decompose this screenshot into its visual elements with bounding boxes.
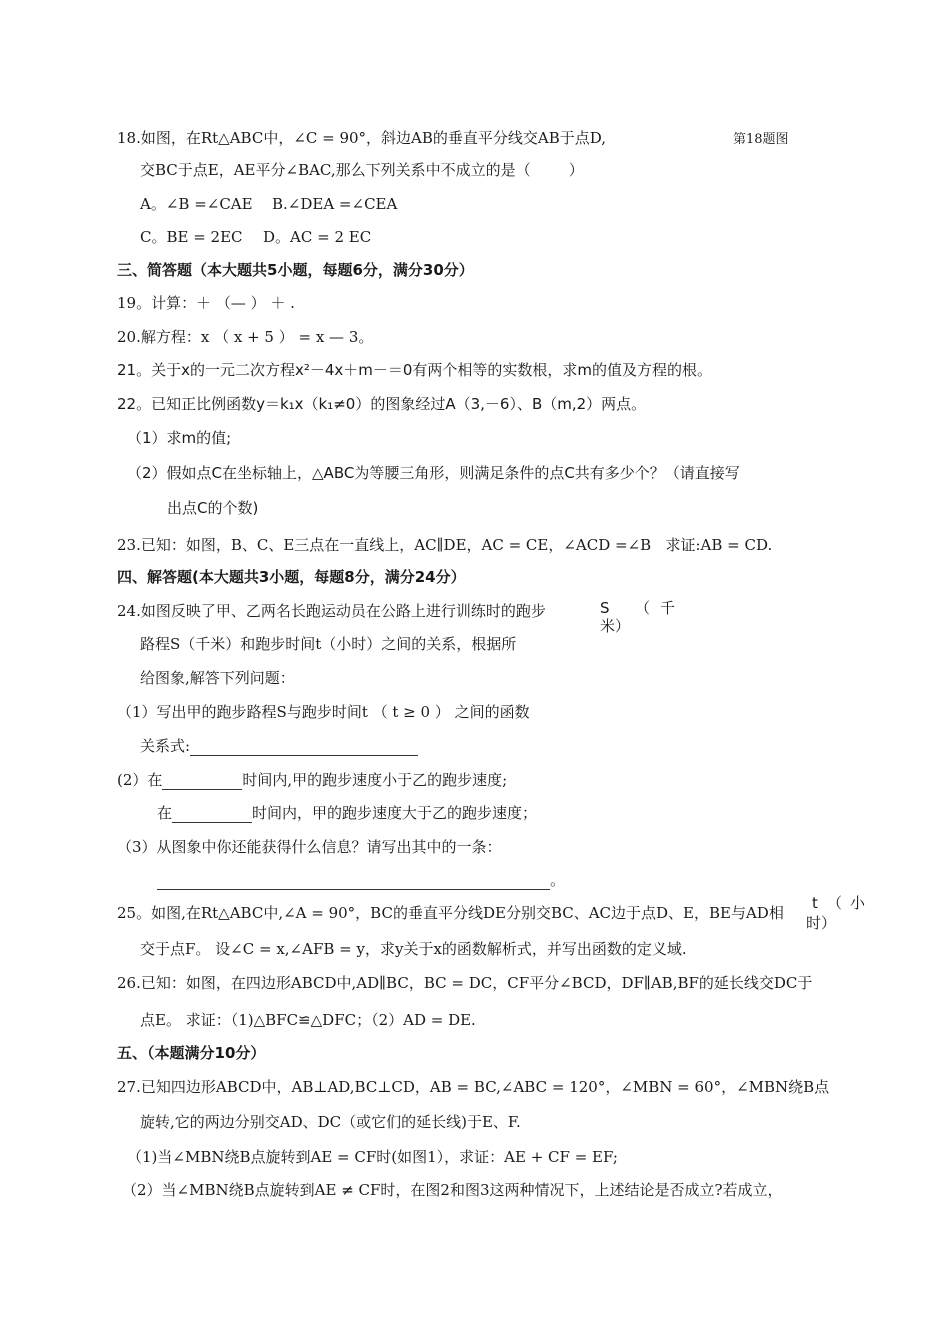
q24-line1: 24.如图反映了甲、乙两名长跑运动员在公路上进行训练时的跑步 bbox=[117, 602, 546, 620]
q25-line2: 交于点F。 设∠C = x,∠AFB = y，求y关于x的函数解析式，并写出函数的定义域. bbox=[140, 940, 687, 958]
q18-figure-label: 第18题图 bbox=[733, 132, 789, 147]
q24-graph-y-label-s: S bbox=[600, 599, 610, 617]
q27-line2: 旋转,它的两边分别交AD、DC（或它们的延长线)于E、F. bbox=[140, 1113, 521, 1131]
q24-answer-blank-3[interactable] bbox=[172, 806, 252, 823]
section4-heading: 四、解答题(本大题共3小题，每题8分，满分24分） bbox=[117, 568, 466, 586]
q24-graph-x-label-t: t bbox=[812, 894, 818, 912]
q24-line2: 路程S（千米）和跑步时间t（小时）之间的关系，根据所 bbox=[140, 635, 517, 653]
q24-answer-blank-2[interactable] bbox=[162, 773, 242, 790]
q24-part2-line2-post: 时间内，甲的跑步速度大于乙的跑步速度； bbox=[252, 804, 538, 822]
q18-line1: 18.如图，在Rt△ABC中，∠C = 90°，斜边AB的垂直平分线交AB于点D, bbox=[117, 129, 607, 147]
q23-text: 23.已知：如图，B、C、E三点在一直线上，AC∥DE，AC = CE，∠ACD =∠B 求证:AB = CD. bbox=[117, 536, 773, 554]
q24-graph-x-unit-2: 时） bbox=[806, 914, 837, 932]
q22-part2-line2: 出点C的个数) bbox=[167, 499, 259, 517]
q24-part2-line1-post: 时间内,甲的跑步速度小于乙的跑步速度; bbox=[242, 771, 508, 789]
q27-line1: 27.已知四边形ABCD中，AB⊥AD,BC⊥CD，AB = BC,∠ABC = 120°，∠MBN = 60°，∠MBN绕B点 bbox=[117, 1078, 830, 1096]
q24-graph-y-unit-1: 千 bbox=[660, 599, 676, 617]
q20-text: 20.解方程：x （ x + 5 ） = x — 3。 bbox=[117, 328, 374, 346]
q26-line2: 点E。 求证：（1)△BFC≌△DFC；（2）AD = DE. bbox=[140, 1011, 476, 1029]
q24-graph-y-label-paren: （ bbox=[635, 599, 651, 617]
q22-part1: （1）求m的值; bbox=[127, 429, 232, 447]
q24-graph-x-unit-1: 小 bbox=[850, 894, 866, 912]
section3-heading: 三、简答题（本大题共5小题，每题6分，满分30分） bbox=[117, 261, 474, 279]
q18-option-a: A。∠B =∠CAE bbox=[140, 195, 253, 213]
q24-part2-line1 bbox=[117, 770, 507, 790]
q26-line1: 26.已知：如图，在四边形ABCD中,AD∥BC，BC = DC，CF平分∠BCD，DF∥AB,BF的延长线交DC于 bbox=[117, 974, 813, 992]
q24-line3: 给图象,解答下列问题： bbox=[140, 669, 295, 687]
q24-part3: （3）从图象中你还能获得什么信息？请写出其中的一条： bbox=[117, 838, 502, 856]
q24-part1-line2 bbox=[140, 736, 418, 756]
q24-answer-blank-4[interactable] bbox=[157, 873, 550, 890]
q24-answer-blank-1[interactable] bbox=[190, 739, 418, 756]
q22-line1: 22。已知正比例函数y＝k₁x（k₁≠0）的图象经过A（3,－6）、B（m,2）两点。 bbox=[117, 395, 647, 413]
q19-text: 19。计算：＋ （— ） ＋ . bbox=[117, 294, 295, 312]
q24-graph-x-label-paren: （ bbox=[827, 894, 843, 912]
q24-part1-label: 关系式: bbox=[140, 737, 191, 755]
q25-line1: 25。如图,在Rt△ABC中,∠A = 90°，BC的垂直平分线DE分别交BC、AC边于点D、E，BE与AD相 bbox=[117, 904, 784, 922]
q21-text: 21。关于x的一元二次方程x²－4x＋m－＝0有两个相等的实数根，求m的值及方程的根。 bbox=[117, 361, 713, 379]
q18-option-b: B.∠DEA =∠CEA bbox=[272, 195, 398, 213]
q24-end-mark: 。 bbox=[550, 871, 566, 889]
q27-part1: （1)当∠MBN绕B点旋转到AE = CF时(如图1），求证：AE + CF = EF; bbox=[127, 1148, 618, 1166]
q18-line2: 交BC于点E，AE平分∠BAC,那么下列关系中不成立的是（ ） bbox=[140, 161, 584, 179]
q27-part2: （2）当∠MBN绕B点旋转到AE ≠ CF时，在图2和图3这两种情况下，上述结论是否成立?若成立， bbox=[122, 1181, 783, 1199]
q18-option-d: D。AC = 2 EC bbox=[263, 228, 372, 246]
q18-option-c: C。BE = 2EC bbox=[140, 228, 243, 246]
q24-part3-answer-line bbox=[157, 870, 565, 890]
q24-part2-line1-pre: (2）在 bbox=[117, 771, 163, 789]
q24-part2-line2 bbox=[157, 803, 537, 823]
q24-part1-line1: （1）写出甲的跑步路程S与跑步时间t （ t ≥ 0 ） 之间的函数 bbox=[117, 703, 530, 721]
q24-graph-y-unit-2: 米） bbox=[600, 617, 631, 635]
q22-part2-line1: （2）假如点C在坐标轴上，△ABC为等腰三角形，则满足条件的点C共有多少个？（请直接写 bbox=[127, 464, 740, 482]
section5-heading: 五、（本题满分10分） bbox=[117, 1044, 266, 1062]
q24-part2-line2-pre: 在 bbox=[157, 804, 173, 822]
